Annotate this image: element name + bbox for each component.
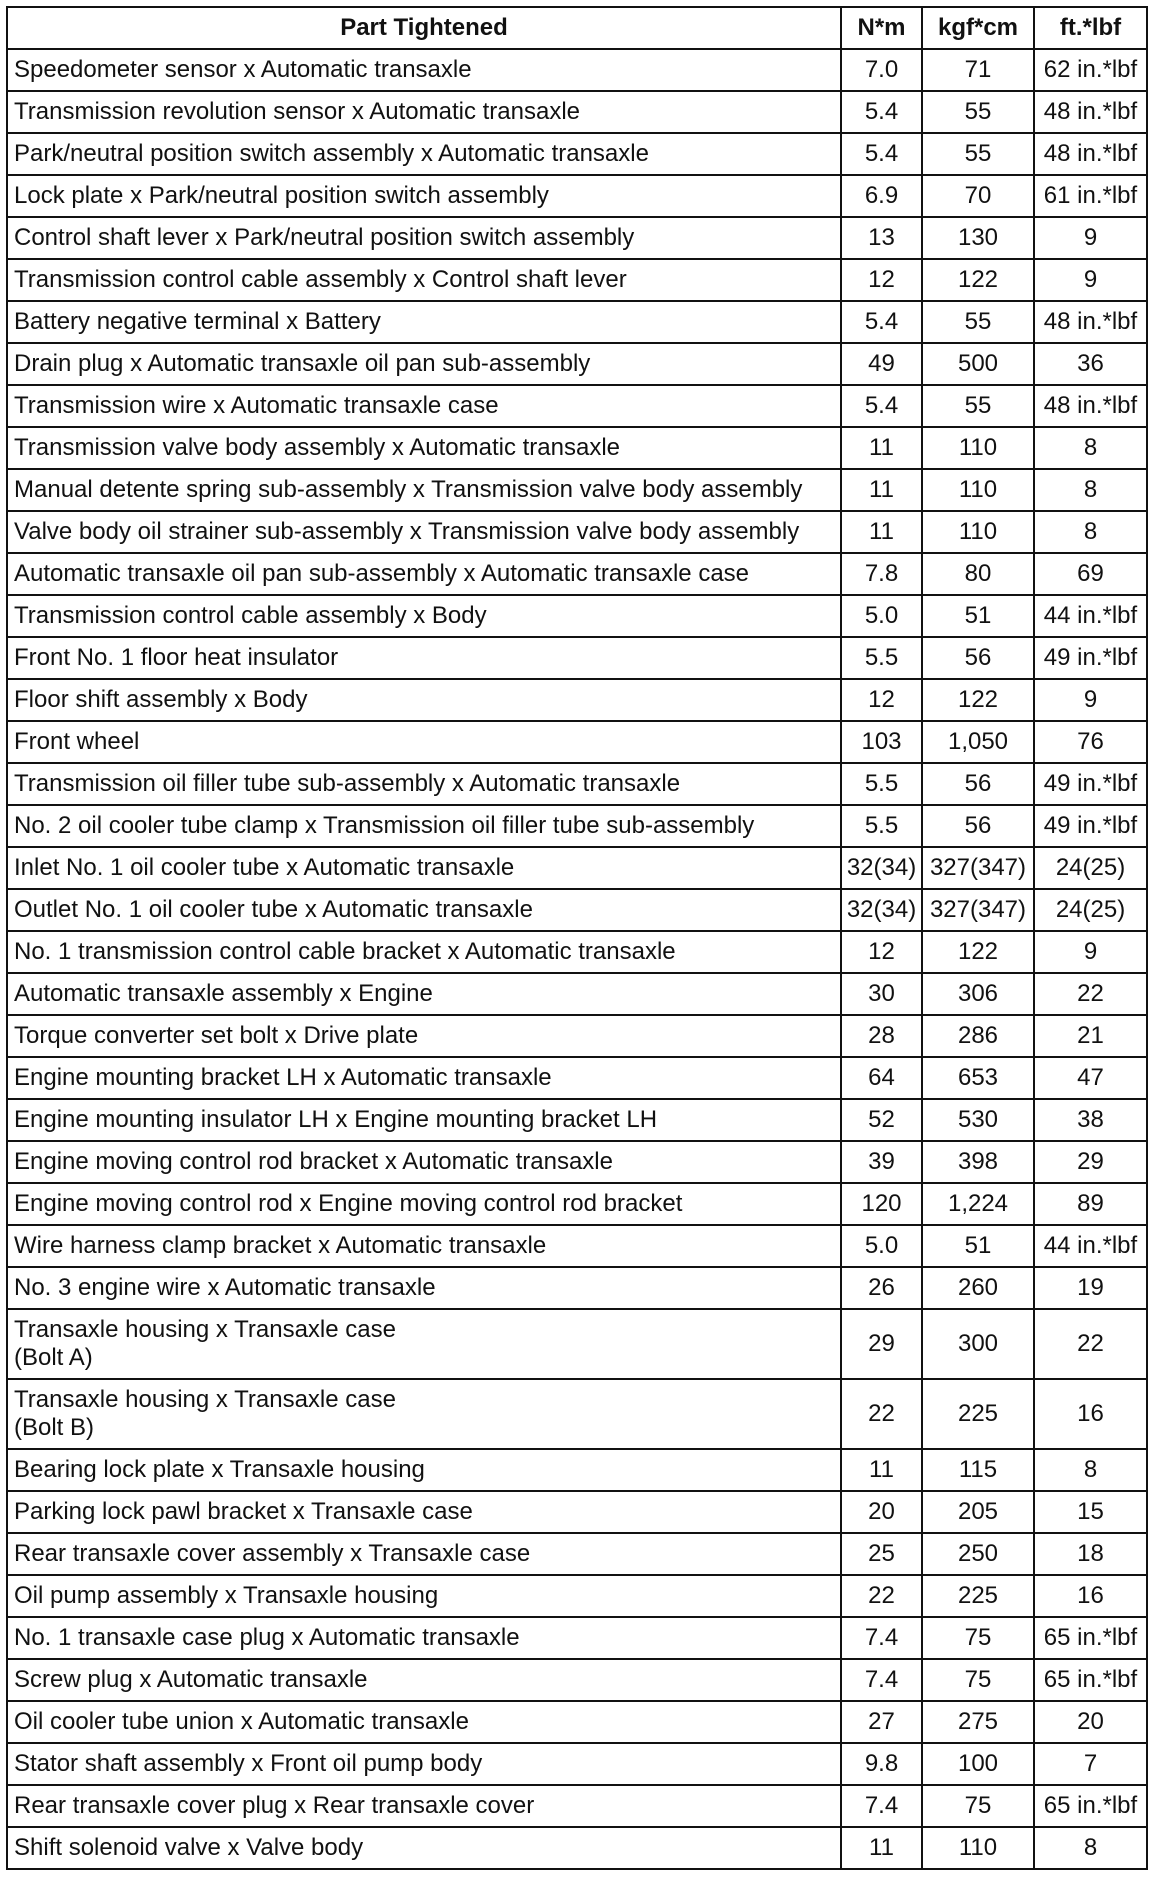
cell-nm: 5.4 <box>841 385 922 427</box>
part-text-line: Screw plug x Automatic transaxle <box>14 1666 368 1693</box>
cell-kgfcm: 286 <box>922 1015 1034 1057</box>
part-text-line: Manual detente spring sub-assembly x Transmission valve body assembly <box>14 476 803 503</box>
cell-nm: 5.5 <box>841 805 922 847</box>
table-row <box>7 931 1147 973</box>
table-row <box>7 1267 1147 1309</box>
cell-kgfcm: 115 <box>922 1449 1034 1491</box>
cell-ftlbf: 48 in.*lbf <box>1034 385 1147 427</box>
table-row <box>7 133 1147 175</box>
table-row <box>7 1183 1147 1225</box>
table-row <box>7 1141 1147 1183</box>
cell-nm: 12 <box>841 679 922 721</box>
part-text-line: Oil cooler tube union x Automatic transaxle <box>14 1708 469 1735</box>
cell-kgfcm: 56 <box>922 763 1034 805</box>
cell-ftlbf: 49 in.*lbf <box>1034 805 1147 847</box>
cell-kgfcm: 71 <box>922 49 1034 91</box>
table-row <box>7 1491 1147 1533</box>
cell-ftlbf: 48 in.*lbf <box>1034 91 1147 133</box>
cell-part-tightened <box>7 679 841 721</box>
cell-part-tightened <box>7 1449 841 1491</box>
cell-part-tightened <box>7 1183 841 1225</box>
cell-nm: 22 <box>841 1379 922 1449</box>
cell-ftlbf: 48 in.*lbf <box>1034 301 1147 343</box>
table-row <box>7 637 1147 679</box>
cell-ftlbf: 18 <box>1034 1533 1147 1575</box>
cell-part-tightened <box>7 217 841 259</box>
cell-nm: 7.4 <box>841 1785 922 1827</box>
table-row <box>7 1015 1147 1057</box>
cell-part-tightened <box>7 91 841 133</box>
cell-ftlbf: 44 in.*lbf <box>1034 1225 1147 1267</box>
cell-ftlbf: 8 <box>1034 469 1147 511</box>
cell-part-tightened <box>7 1533 841 1575</box>
cell-kgfcm: 110 <box>922 511 1034 553</box>
cell-ftlbf: 65 in.*lbf <box>1034 1617 1147 1659</box>
cell-kgfcm: 205 <box>922 1491 1034 1533</box>
part-text-line: Transmission control cable assembly x Body <box>14 602 487 629</box>
cell-kgfcm: 500 <box>922 343 1034 385</box>
table-row <box>7 1743 1147 1785</box>
table-row <box>7 49 1147 91</box>
table-row <box>7 1659 1147 1701</box>
cell-part-tightened <box>7 1379 841 1449</box>
cell-kgfcm: 225 <box>922 1379 1034 1449</box>
cell-nm: 13 <box>841 217 922 259</box>
table-body <box>7 49 1147 1869</box>
part-text-line: Parking lock pawl bracket x Transaxle case <box>14 1498 473 1525</box>
table-row <box>7 1575 1147 1617</box>
cell-nm: 11 <box>841 469 922 511</box>
cell-nm: 30 <box>841 973 922 1015</box>
cell-part-tightened <box>7 1057 841 1099</box>
cell-kgfcm: 250 <box>922 1533 1034 1575</box>
cell-ftlbf: 49 in.*lbf <box>1034 763 1147 805</box>
cell-part-tightened <box>7 1827 841 1869</box>
part-text-line: Rear transaxle cover assembly x Transaxle case <box>14 1540 531 1567</box>
table-row <box>7 175 1147 217</box>
cell-part-tightened <box>7 301 841 343</box>
table-row <box>7 1701 1147 1743</box>
cell-part-tightened <box>7 1309 841 1379</box>
table-row <box>7 1617 1147 1659</box>
cell-ftlbf: 15 <box>1034 1491 1147 1533</box>
cell-nm: 103 <box>841 721 922 763</box>
part-text-line: Transmission oil filler tube sub-assembly x Automatic transaxle <box>14 770 681 797</box>
cell-kgfcm: 75 <box>922 1659 1034 1701</box>
table-row <box>7 889 1147 931</box>
table-row <box>7 805 1147 847</box>
cell-kgfcm: 275 <box>922 1701 1034 1743</box>
cell-part-tightened <box>7 721 841 763</box>
cell-part-tightened <box>7 1743 841 1785</box>
cell-nm: 7.4 <box>841 1617 922 1659</box>
cell-nm: 32(34) <box>841 847 922 889</box>
cell-ftlbf: 19 <box>1034 1267 1147 1309</box>
part-text-line: Automatic transaxle oil pan sub-assembly x Automatic transaxle case <box>14 560 750 587</box>
cell-nm: 11 <box>841 511 922 553</box>
part-text-line: Bearing lock plate x Transaxle housing <box>14 1456 425 1483</box>
part-text-line: No. 1 transmission control cable bracket x Automatic transaxle <box>14 938 676 965</box>
cell-nm: 49 <box>841 343 922 385</box>
table-header-row <box>7 7 1147 49</box>
table-row <box>7 1099 1147 1141</box>
cell-part-tightened <box>7 1785 841 1827</box>
cell-nm: 39 <box>841 1141 922 1183</box>
part-text-line: Transmission wire x Automatic transaxle case <box>14 392 499 419</box>
part-text-line: No. 1 transaxle case plug x Automatic transaxle <box>14 1624 520 1651</box>
table-row <box>7 1533 1147 1575</box>
cell-kgfcm: 1,224 <box>922 1183 1034 1225</box>
cell-kgfcm: 530 <box>922 1099 1034 1141</box>
cell-kgfcm: 653 <box>922 1057 1034 1099</box>
table-row <box>7 1785 1147 1827</box>
cell-kgfcm: 122 <box>922 259 1034 301</box>
cell-nm: 26 <box>841 1267 922 1309</box>
cell-nm: 7.0 <box>841 49 922 91</box>
table-row <box>7 721 1147 763</box>
part-text-line: Engine mounting insulator LH x Engine mounting bracket LH <box>14 1106 658 1133</box>
table-row <box>7 259 1147 301</box>
cell-nm: 28 <box>841 1015 922 1057</box>
table-row <box>7 343 1147 385</box>
cell-kgfcm: 1,050 <box>922 721 1034 763</box>
cell-kgfcm: 110 <box>922 1827 1034 1869</box>
cell-nm: 7.8 <box>841 553 922 595</box>
header-kgfcm: kgf*cm <box>922 7 1034 49</box>
cell-nm: 11 <box>841 1827 922 1869</box>
cell-nm: 9.8 <box>841 1743 922 1785</box>
cell-kgfcm: 110 <box>922 469 1034 511</box>
cell-ftlbf: 21 <box>1034 1015 1147 1057</box>
cell-part-tightened <box>7 1267 841 1309</box>
cell-ftlbf: 29 <box>1034 1141 1147 1183</box>
cell-nm: 7.4 <box>841 1659 922 1701</box>
part-text-line: Oil pump assembly x Transaxle housing <box>14 1582 439 1609</box>
cell-kgfcm: 300 <box>922 1309 1034 1379</box>
cell-part-tightened <box>7 805 841 847</box>
part-text-line: Floor shift assembly x Body <box>14 686 308 713</box>
table-row <box>7 679 1147 721</box>
cell-ftlbf: 9 <box>1034 931 1147 973</box>
cell-part-tightened <box>7 931 841 973</box>
part-text-line: Control shaft lever x Park/neutral position switch assembly <box>14 224 635 251</box>
cell-part-tightened <box>7 1099 841 1141</box>
cell-part-tightened <box>7 553 841 595</box>
part-text-line: Outlet No. 1 oil cooler tube x Automatic transaxle <box>14 896 533 923</box>
cell-nm: 5.0 <box>841 1225 922 1267</box>
table-row <box>7 511 1147 553</box>
cell-ftlbf: 65 in.*lbf <box>1034 1785 1147 1827</box>
cell-ftlbf: 8 <box>1034 1449 1147 1491</box>
cell-part-tightened <box>7 511 841 553</box>
cell-nm: 22 <box>841 1575 922 1617</box>
cell-ftlbf: 38 <box>1034 1099 1147 1141</box>
part-text-line: Front No. 1 floor heat insulator <box>14 644 339 671</box>
part-text-line: Inlet No. 1 oil cooler tube x Automatic transaxle <box>14 854 515 881</box>
cell-ftlbf: 65 in.*lbf <box>1034 1659 1147 1701</box>
cell-nm: 5.5 <box>841 637 922 679</box>
part-text-line: Automatic transaxle assembly x Engine <box>14 980 433 1007</box>
cell-nm: 120 <box>841 1183 922 1225</box>
cell-ftlbf: 7 <box>1034 1743 1147 1785</box>
cell-nm: 32(34) <box>841 889 922 931</box>
cell-part-tightened <box>7 889 841 931</box>
part-text-line: Drain plug x Automatic transaxle oil pan sub-assembly <box>14 350 591 377</box>
cell-nm: 11 <box>841 1449 922 1491</box>
cell-kgfcm: 225 <box>922 1575 1034 1617</box>
cell-kgfcm: 55 <box>922 133 1034 175</box>
part-text-line: No. 2 oil cooler tube clamp x Transmission oil filler tube sub-assembly <box>14 812 755 839</box>
cell-ftlbf: 9 <box>1034 679 1147 721</box>
cell-nm: 20 <box>841 1491 922 1533</box>
cell-part-tightened <box>7 1225 841 1267</box>
cell-part-tightened <box>7 1659 841 1701</box>
table-row <box>7 1057 1147 1099</box>
cell-ftlbf: 62 in.*lbf <box>1034 49 1147 91</box>
cell-nm: 6.9 <box>841 175 922 217</box>
cell-kgfcm: 55 <box>922 385 1034 427</box>
table-row <box>7 301 1147 343</box>
cell-kgfcm: 306 <box>922 973 1034 1015</box>
cell-kgfcm: 80 <box>922 553 1034 595</box>
table-row <box>7 1225 1147 1267</box>
cell-ftlbf: 61 in.*lbf <box>1034 175 1147 217</box>
cell-nm: 5.4 <box>841 301 922 343</box>
part-text-line: Engine mounting bracket LH x Automatic transaxle <box>14 1064 552 1091</box>
cell-part-tightened <box>7 1141 841 1183</box>
part-text-line: Transaxle housing x Transaxle case <box>14 1386 396 1413</box>
cell-ftlbf: 9 <box>1034 259 1147 301</box>
cell-part-tightened <box>7 847 841 889</box>
cell-kgfcm: 75 <box>922 1617 1034 1659</box>
cell-kgfcm: 56 <box>922 637 1034 679</box>
cell-ftlbf: 22 <box>1034 1309 1147 1379</box>
cell-kgfcm: 100 <box>922 1743 1034 1785</box>
part-text-line: Transmission revolution sensor x Automatic transaxle <box>14 98 581 125</box>
cell-part-tightened <box>7 49 841 91</box>
cell-part-tightened <box>7 1701 841 1743</box>
cell-kgfcm: 130 <box>922 217 1034 259</box>
table-row <box>7 427 1147 469</box>
header-nm: N*m <box>841 7 922 49</box>
table-row <box>7 469 1147 511</box>
cell-nm: 5.0 <box>841 595 922 637</box>
table-row <box>7 1449 1147 1491</box>
cell-nm: 64 <box>841 1057 922 1099</box>
part-text-line: No. 3 engine wire x Automatic transaxle <box>14 1274 436 1301</box>
header-part-tightened: Part Tightened <box>7 7 841 49</box>
cell-part-tightened <box>7 1491 841 1533</box>
cell-part-tightened <box>7 637 841 679</box>
cell-kgfcm: 122 <box>922 931 1034 973</box>
part-text-line: Wire harness clamp bracket x Automatic transaxle <box>14 1232 547 1259</box>
part-text-line: (Bolt B) <box>14 1414 95 1441</box>
cell-ftlbf: 20 <box>1034 1701 1147 1743</box>
cell-ftlbf: 24(25) <box>1034 889 1147 931</box>
cell-ftlbf: 16 <box>1034 1379 1147 1449</box>
cell-kgfcm: 398 <box>922 1141 1034 1183</box>
cell-ftlbf: 47 <box>1034 1057 1147 1099</box>
cell-ftlbf: 24(25) <box>1034 847 1147 889</box>
part-text-line: Front wheel <box>14 728 140 755</box>
cell-nm: 5.4 <box>841 133 922 175</box>
table-row <box>7 1827 1147 1869</box>
table-row <box>7 1379 1147 1449</box>
cell-ftlbf: 8 <box>1034 511 1147 553</box>
table-row <box>7 847 1147 889</box>
part-text-line: Torque converter set bolt x Drive plate <box>14 1022 419 1049</box>
header-ftlbf: ft.*lbf <box>1034 7 1147 49</box>
cell-kgfcm: 122 <box>922 679 1034 721</box>
part-text-line: Valve body oil strainer sub-assembly x Transmission valve body assembly <box>14 518 800 545</box>
cell-ftlbf: 89 <box>1034 1183 1147 1225</box>
cell-nm: 5.4 <box>841 91 922 133</box>
cell-part-tightened <box>7 1015 841 1057</box>
table-row <box>7 385 1147 427</box>
part-text-line: Engine moving control rod x Engine moving control rod bracket <box>14 1190 683 1217</box>
cell-nm: 12 <box>841 259 922 301</box>
part-text-line: Transaxle housing x Transaxle case <box>14 1316 396 1343</box>
cell-ftlbf: 76 <box>1034 721 1147 763</box>
cell-part-tightened <box>7 175 841 217</box>
cell-ftlbf: 44 in.*lbf <box>1034 595 1147 637</box>
cell-nm: 52 <box>841 1099 922 1141</box>
cell-kgfcm: 110 <box>922 427 1034 469</box>
part-text-line: Lock plate x Park/neutral position switch assembly <box>14 182 549 209</box>
cell-kgfcm: 56 <box>922 805 1034 847</box>
torque-spec-sheet <box>6 6 1146 1870</box>
cell-kgfcm: 51 <box>922 1225 1034 1267</box>
table-row <box>7 553 1147 595</box>
cell-kgfcm: 260 <box>922 1267 1034 1309</box>
cell-part-tightened <box>7 469 841 511</box>
cell-kgfcm: 327(347) <box>922 847 1034 889</box>
cell-part-tightened <box>7 343 841 385</box>
part-text-line: Engine moving control rod bracket x Automatic transaxle <box>14 1148 613 1175</box>
cell-part-tightened <box>7 1617 841 1659</box>
cell-ftlbf: 8 <box>1034 1827 1147 1869</box>
part-text-line: (Bolt A) <box>14 1344 93 1371</box>
cell-ftlbf: 8 <box>1034 427 1147 469</box>
cell-nm: 11 <box>841 427 922 469</box>
cell-nm: 25 <box>841 1533 922 1575</box>
table-row <box>7 973 1147 1015</box>
part-text-line: Park/neutral position switch assembly x Automatic transaxle <box>14 140 649 167</box>
part-text-line: Shift solenoid valve x Valve body <box>14 1834 364 1861</box>
cell-part-tightened <box>7 595 841 637</box>
part-text-line: Rear transaxle cover plug x Rear transaxle cover <box>14 1792 535 1819</box>
table-row <box>7 763 1147 805</box>
cell-nm: 27 <box>841 1701 922 1743</box>
cell-nm: 12 <box>841 931 922 973</box>
cell-ftlbf: 9 <box>1034 217 1147 259</box>
cell-ftlbf: 16 <box>1034 1575 1147 1617</box>
table-row <box>7 1309 1147 1379</box>
cell-kgfcm: 51 <box>922 595 1034 637</box>
cell-part-tightened <box>7 427 841 469</box>
cell-ftlbf: 48 in.*lbf <box>1034 133 1147 175</box>
table-row <box>7 91 1147 133</box>
cell-part-tightened <box>7 973 841 1015</box>
cell-part-tightened <box>7 385 841 427</box>
cell-kgfcm: 55 <box>922 301 1034 343</box>
cell-part-tightened <box>7 1575 841 1617</box>
table-row <box>7 217 1147 259</box>
part-text-line: Transmission valve body assembly x Automatic transaxle <box>14 434 621 461</box>
part-text-line: Battery negative terminal x Battery <box>14 308 381 335</box>
cell-ftlbf: 22 <box>1034 973 1147 1015</box>
torque-spec-table <box>6 6 1148 1870</box>
cell-part-tightened <box>7 133 841 175</box>
cell-kgfcm: 55 <box>922 91 1034 133</box>
part-text-line: Transmission control cable assembly x Control shaft lever <box>14 266 627 293</box>
table-row <box>7 595 1147 637</box>
cell-part-tightened <box>7 259 841 301</box>
part-text-line: Stator shaft assembly x Front oil pump body <box>14 1750 483 1777</box>
cell-ftlbf: 36 <box>1034 343 1147 385</box>
cell-part-tightened <box>7 763 841 805</box>
cell-nm: 29 <box>841 1309 922 1379</box>
cell-nm: 5.5 <box>841 763 922 805</box>
cell-ftlbf: 69 <box>1034 553 1147 595</box>
cell-kgfcm: 70 <box>922 175 1034 217</box>
part-text-line: Speedometer sensor x Automatic transaxle <box>14 56 472 83</box>
cell-kgfcm: 327(347) <box>922 889 1034 931</box>
cell-ftlbf: 49 in.*lbf <box>1034 637 1147 679</box>
cell-kgfcm: 75 <box>922 1785 1034 1827</box>
